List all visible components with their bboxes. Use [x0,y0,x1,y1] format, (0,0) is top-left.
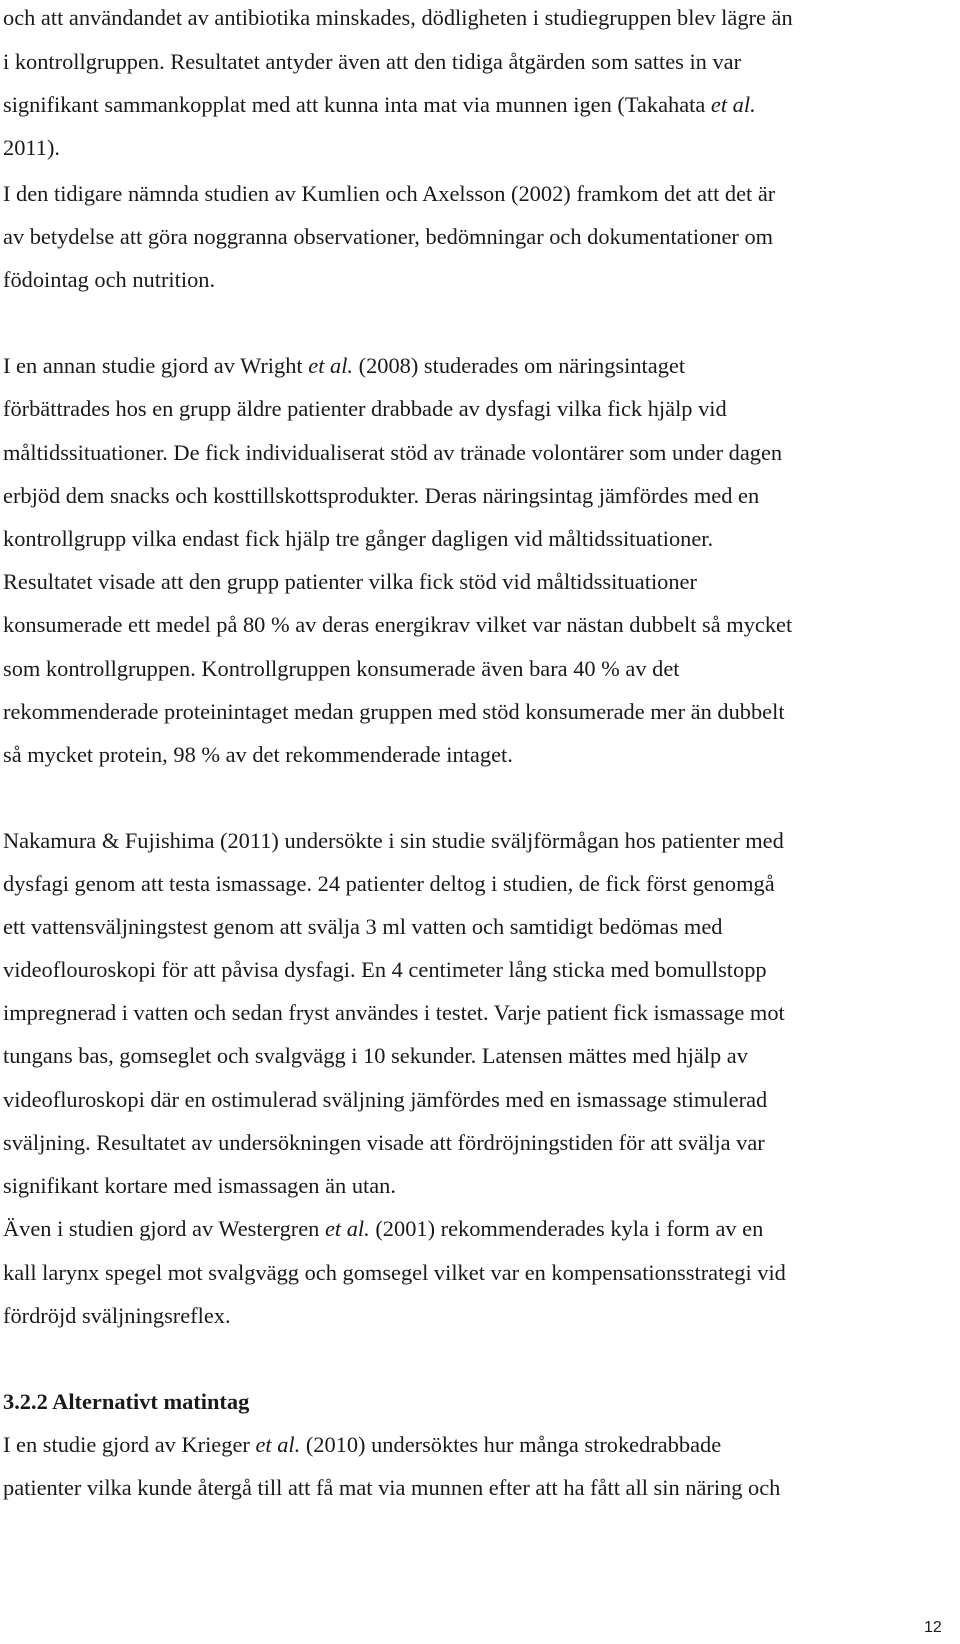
italic-text: et al. [308,353,354,378]
paragraph-2-line-1: I den tidigare nämnda studien av Kumlien och Axelsson (2002) framkom det att det är [3,181,776,206]
paragraph-5-line-2: kall larynx spegel mot svalgvägg och gomsegel vilket var en kompensationsstrategi vid [3,1260,786,1285]
paragraph-4-line-7: videofluroskopi där en ostimulerad sväljning jämfördes med en ismassage stimulerad [3,1087,768,1112]
text-segment: signifikant sammankopplat med att kunna inta mat via munnen igen (Takahata [3,92,711,117]
section-heading: 3.2.2 Alternativt matintag [3,1389,250,1414]
paragraph-2-line-3: födointag och nutrition. [3,267,216,292]
page-number: 12 [924,1619,942,1636]
paragraph-4-line-2: dysfagi genom att testa ismassage. 24 patienter deltog i studien, de fick först genomgå [3,871,775,896]
italic-text: et al. [255,1432,301,1457]
paragraph-4-line-1: Nakamura & Fujishima (2011) undersökte i sin studie sväljförmågan hos patienter med [3,828,784,853]
text-segment: (2008) studerades om näringsintaget [353,353,686,378]
text-segment: (2001) rekommenderades kyla i form av en [369,1216,764,1241]
paragraph-3-line-2: förbättrades hos en grupp äldre patienter drabbade av dysfagi vilka fick hjälp vid [3,396,727,421]
text-segment: I en annan studie gjord av Wright [3,353,309,378]
paragraph-4-line-6: tungans bas, gomseglet och svalgvägg i 10 sekunder. Latensen mättes med hjälp av [3,1043,748,1068]
paragraph-3-line-4: erbjöd dem snacks och kosttillskottsprodukter. Deras näringsintag jämfördes med en [3,483,760,508]
paragraph-4-line-5: impregnerad i vatten och sedan fryst användes i testet. Varje patient fick ismassage mot [3,1000,785,1025]
text-segment: Även i studien gjord av Westergren [3,1216,325,1241]
text-segment: I en studie gjord av Krieger [3,1432,256,1457]
text-segment: (2010) undersöktes hur många strokedrabbade [300,1432,722,1457]
paragraph-3-line-7: konsumerade ett medel på 80 % av deras energikrav vilket var nästan dubbelt så mycket [3,612,793,637]
paragraph-4-line-4: videoflouroskopi för att påvisa dysfagi. En 4 centimeter lång sticka med bomullstopp [3,957,767,982]
paragraph-5-line-3: fördröjd sväljningsreflex. [3,1303,231,1328]
paragraph-1-line-4: 2011). [3,135,61,160]
paragraph-4-line-3: ett vattensväljningstest genom att svälja 3 ml vatten och samtidigt bedömas med [3,914,723,939]
paragraph-1-line-1: och att användandet av antibiotika minskades, dödligheten i studiegruppen blev lägre än [3,5,793,30]
paragraph-7-line-2: patienter vilka kunde återgå till att få mat via munnen efter att ha fått all sin näring och [3,1475,781,1500]
paragraph-3-line-9: rekommenderade proteinintaget medan gruppen med stöd konsumerade mer än dubbelt [3,699,785,724]
paragraph-3-line-10: så mycket protein, 98 % av det rekommenderade intaget. [3,742,513,767]
italic-text: et al. [324,1216,370,1241]
paragraph-4-line-9: signifikant kortare med ismassagen än utan. [3,1173,396,1198]
paragraph-3-line-3: måltidssituationer. De fick individualiserat stöd av tränade volontärer som under dagen [3,440,783,465]
paragraph-3-line-1 [3,351,685,381]
paragraph-7-line-1 [3,1430,721,1460]
paragraph-3-line-5: kontrollgrupp vilka endast fick hjälp tre gånger dagligen vid måltidssituationer. [3,526,714,551]
paragraph-3-line-8: som kontrollgruppen. Kontrollgruppen konsumerade även bara 40 % av det [3,656,680,681]
paragraph-5-line-1 [3,1214,763,1244]
paragraph-3-line-6: Resultatet visade att den grupp patienter vilka fick stöd vid måltidssituationer [3,569,697,594]
italic-text: et al. [710,92,756,117]
paragraph-4-line-8: sväljning. Resultatet av undersökningen visade att fördröjningstiden för att svälja var [3,1130,765,1155]
paragraph-1-line-2: i kontrollgruppen. Resultatet antyder även att den tidiga åtgärden som sattes in var [3,49,742,74]
paragraph-2-line-2: av betydelse att göra noggranna observationer, bedömningar och dokumentationer om [3,224,774,249]
paragraph-1-line-3 [3,90,756,120]
